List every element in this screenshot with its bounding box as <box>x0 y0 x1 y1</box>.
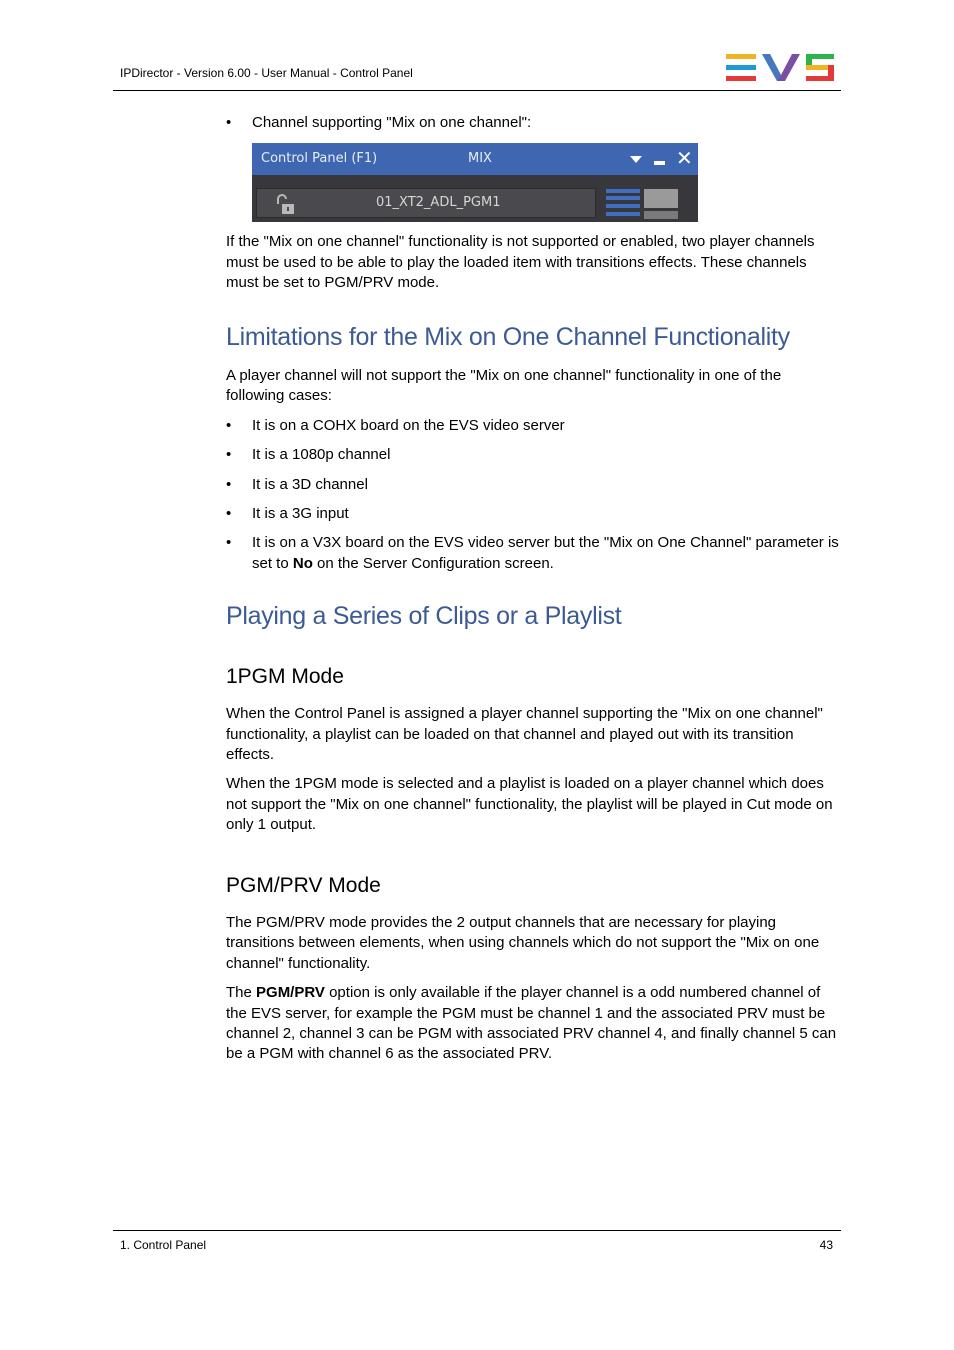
list-item <box>226 533 840 574</box>
evs-logo <box>726 54 834 82</box>
output-bar <box>606 204 640 208</box>
list-item <box>226 445 840 465</box>
paragraph: When the Control Panel is assigned a player channel supporting the "Mix on one channel" functionality, a playlist can be loaded on that channel and played out with its transition effects. <box>226 705 823 763</box>
output-bar <box>606 196 640 200</box>
footer-section: 1. Control Panel <box>120 1238 207 1252</box>
bullet-glyph: • <box>226 534 232 552</box>
section-heading: Playing a Series of Clips or a Playlist <box>226 602 622 631</box>
bullet-glyph: • <box>226 505 232 523</box>
list-item <box>226 504 840 524</box>
bullet-glyph: • <box>226 446 232 464</box>
bullet-glyph: • <box>226 416 232 434</box>
paragraph <box>226 983 840 1065</box>
page-content <box>226 113 840 1074</box>
chevron-down-icon[interactable] <box>630 156 642 163</box>
bullet-glyph: • <box>226 475 232 493</box>
bullet-glyph: • <box>226 114 232 131</box>
unlocked-icon[interactable] <box>274 193 298 217</box>
bold-text: No <box>292 554 313 572</box>
paragraph: If the "Mix on one channel" functionality is not supported or enabled, two player channels must be used to be able to play the loaded item with transitions effects. These channels must be set to PGM/PRV mode. <box>226 233 815 292</box>
output-bar <box>606 189 640 193</box>
channel-name: 01_XT2_ADL_PGM1 <box>376 195 501 211</box>
list-item-text: It is a 3D channel <box>252 475 368 493</box>
close-icon[interactable]: ✕ <box>676 146 693 171</box>
minimize-icon[interactable] <box>654 161 665 165</box>
list-item-text <box>252 534 839 571</box>
list-item <box>226 416 840 436</box>
header-title: IPDirector - Version 6.00 - User Manual - Control Panel <box>120 66 413 80</box>
control-panel-title: Control Panel (F1) <box>261 151 378 167</box>
paragraph: A player channel will not support the "Mix on one channel" functionality in one of the following cases: <box>226 367 782 405</box>
list-item-text: It is on a COHX board on the EVS video server <box>252 416 565 434</box>
intro-bullet-text: Channel supporting "Mix on one channel": <box>252 114 532 131</box>
section-heading: Limitations for the Mix on One Channel Functionality <box>226 322 790 351</box>
header-rule <box>113 90 841 91</box>
text-run: option is only available if the player channel is a odd numbered channel of the EVS server, for example the PGM must be channel 1 and the associated PRV must be channel 2, channel 3 can be PGM with associated PRV channel 4, and finally channel 5 can be a PGM with channel 6 as the associated PRV. <box>226 984 837 1063</box>
page-number: 43 <box>819 1238 833 1252</box>
text-run: The <box>226 984 257 1002</box>
bold-text: PGM/PRV <box>256 984 325 1002</box>
paragraph: The PGM/PRV mode provides the 2 output channels that are necessary for playing transitions between elements, when using channels which do not support the "Mix on one channel" functionality. <box>226 913 820 972</box>
control-panel-mode: MIX <box>468 151 492 167</box>
subsection-heading: PGM/PRV Mode <box>226 873 381 897</box>
output-bar <box>606 212 640 216</box>
list-item <box>226 475 840 495</box>
paragraph: When the 1PGM mode is selected and a playlist is loaded on a player channel which does not support the "Mix on one channel" functionality, the playlist will be played in Cut mode on only 1 output. <box>226 775 833 834</box>
text-run: on the Server Configuration screen. <box>312 554 554 572</box>
list-item-text: It is a 3G input <box>252 505 349 523</box>
subsection-heading: 1PGM Mode <box>226 664 344 688</box>
text-run: It is on a V3X board on the EVS video server but the "Mix on One Channel" parameter is set to <box>252 534 839 572</box>
output-button[interactable] <box>644 189 678 208</box>
footer-rule <box>113 1230 841 1231</box>
output-button[interactable] <box>644 211 678 219</box>
list-item-text: It is a 1080p channel <box>252 446 391 464</box>
control-panel-screenshot <box>252 143 698 222</box>
list-item <box>226 113 840 133</box>
